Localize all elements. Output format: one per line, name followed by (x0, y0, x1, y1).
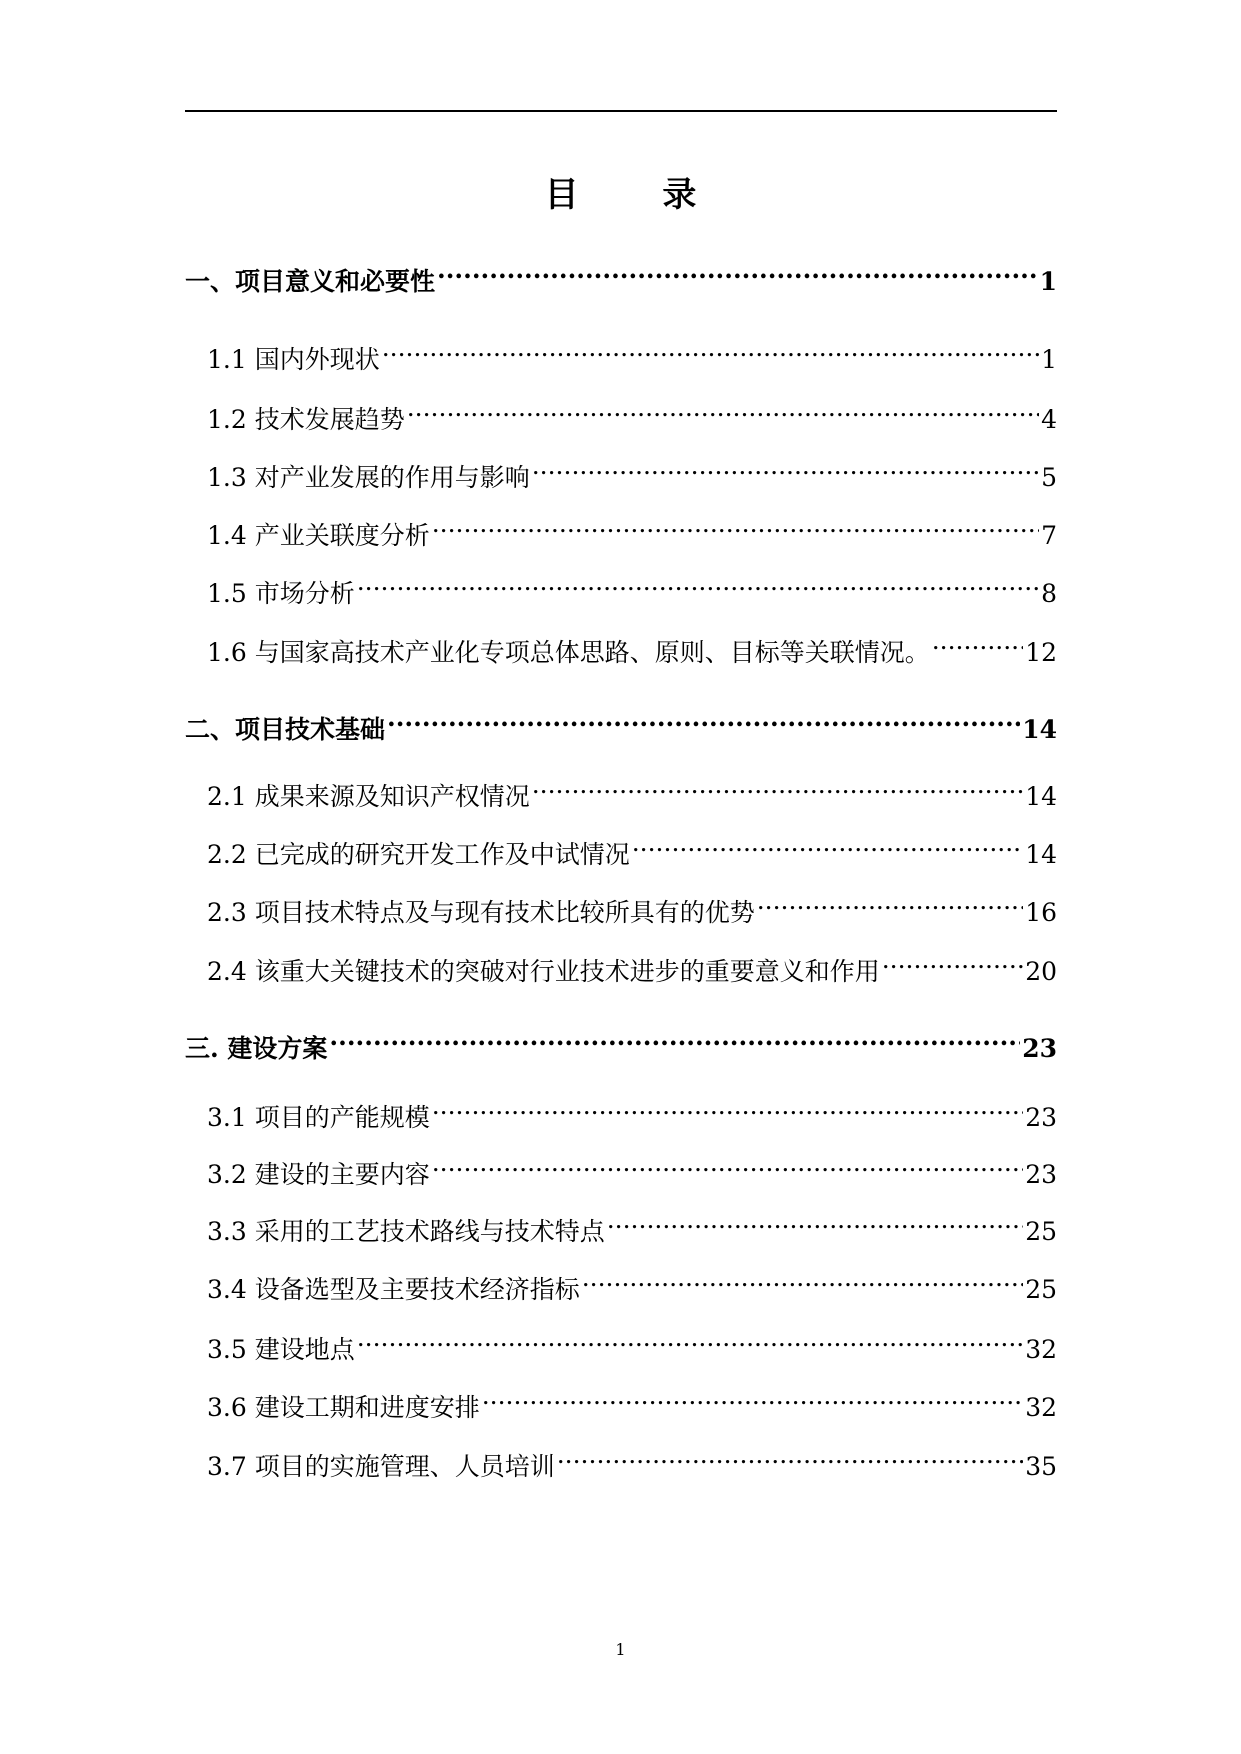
toc-entry-label: 3.5 建设地点 (207, 1335, 355, 1364)
toc-leader-dots (382, 328, 1039, 368)
toc-leader-dots (357, 562, 1039, 602)
toc-title: 目 录 (544, 175, 733, 215)
toc-entry-page: 12 (1025, 638, 1057, 667)
toc-section-entry[interactable] (185, 328, 1057, 374)
toc-entry-page: 14 (1025, 840, 1057, 869)
toc-leader-dots (582, 1258, 1023, 1298)
toc-chapter-entry[interactable] (185, 250, 1057, 296)
toc-section-entry[interactable] (185, 881, 1057, 927)
toc-entry-page: 35 (1025, 1452, 1057, 1481)
toc-entry-label: 一、项目意义和必要性 (185, 267, 436, 296)
toc-entry-label: 2.4 该重大关键技术的突破对行业技术进步的重要意义和作用 (207, 957, 880, 986)
toc-leader-dots (432, 504, 1039, 544)
toc-leader-dots (329, 1017, 1020, 1057)
toc-section-entry[interactable] (185, 823, 1057, 869)
toc-entry-page: 7 (1041, 521, 1057, 550)
toc-entry-page: 14 (1022, 715, 1057, 744)
toc-section-entry[interactable] (185, 1435, 1057, 1481)
toc-entry-label: 1.6 与国家高技术产业化专项总体思路、原则、目标等关联情况。 (207, 638, 930, 667)
toc-section-entry[interactable] (185, 940, 1057, 986)
toc-leader-dots (387, 698, 1020, 738)
toc-entry-page: 14 (1025, 782, 1057, 811)
toc-section-entry[interactable] (185, 1086, 1057, 1132)
toc-chapter-entry[interactable] (185, 698, 1057, 744)
page-number: 1 (615, 1640, 626, 1659)
toc-entry-label: 2.1 成果来源及知识产权情况 (207, 782, 530, 811)
toc-entry-label: 2.3 项目技术特点及与现有技术比较所具有的优势 (207, 898, 755, 927)
toc-section-entry[interactable] (185, 1258, 1057, 1304)
toc-section-entry[interactable] (185, 1318, 1057, 1364)
toc-leader-dots (532, 765, 1023, 805)
toc-section-entry[interactable] (185, 1200, 1057, 1246)
toc-leader-dots (632, 823, 1023, 863)
toc-entry-label: 3.2 建设的主要内容 (207, 1160, 430, 1189)
toc-entry-page: 23 (1022, 1034, 1057, 1063)
toc-entry-label: 3.1 项目的产能规模 (207, 1103, 430, 1132)
toc-section-entry[interactable] (185, 621, 1057, 667)
toc-entry-label: 二、项目技术基础 (185, 715, 386, 744)
toc-leader-dots (607, 1200, 1023, 1240)
toc-leader-dots (757, 881, 1023, 921)
toc-section-entry[interactable] (185, 446, 1057, 492)
toc-entry-label: 3.3 采用的工艺技术路线与技术特点 (207, 1217, 605, 1246)
toc-leader-dots (482, 1376, 1023, 1416)
toc-entry-page: 32 (1025, 1335, 1057, 1364)
toc-leader-dots (437, 250, 1038, 290)
toc-entry-page: 1 (1039, 267, 1057, 296)
toc-leader-dots (407, 388, 1039, 428)
toc-entry-label: 1.4 产业关联度分析 (207, 521, 430, 550)
toc-entry-page: 25 (1025, 1275, 1057, 1304)
toc-section-entry[interactable] (185, 1143, 1057, 1189)
toc-entry-label: 3.6 建设工期和进度安排 (207, 1393, 480, 1422)
toc-entry-page: 1 (1041, 345, 1057, 374)
toc-entry-label: 1.1 国内外现状 (207, 345, 380, 374)
toc-section-entry[interactable] (185, 504, 1057, 550)
toc-section-entry[interactable] (185, 1376, 1057, 1422)
toc-entry-label: 1.3 对产业发展的作用与影响 (207, 463, 530, 492)
toc-entry-label: 2.2 已完成的研究开发工作及中试情况 (207, 840, 630, 869)
toc-entry-page: 5 (1041, 463, 1057, 492)
toc-entry-label: 1.2 技术发展趋势 (207, 405, 405, 434)
toc-entry-label: 三. 建设方案 (185, 1034, 328, 1063)
toc-entry-label: 1.5 市场分析 (207, 579, 355, 608)
toc-entry-page: 32 (1025, 1393, 1057, 1422)
toc-leader-dots (932, 621, 1023, 661)
toc-leader-dots (357, 1318, 1023, 1358)
toc-leader-dots (532, 446, 1039, 486)
toc-leader-dots (432, 1143, 1023, 1183)
toc-section-entry[interactable] (185, 765, 1057, 811)
toc-entry-page: 23 (1025, 1103, 1057, 1132)
toc-entry-label: 3.7 项目的实施管理、人员培训 (207, 1452, 555, 1481)
toc-entry-page: 16 (1025, 898, 1057, 927)
toc-section-entry[interactable] (185, 388, 1057, 434)
header-rule (185, 110, 1057, 112)
toc-leader-dots (432, 1086, 1023, 1126)
toc-chapter-entry[interactable] (185, 1017, 1057, 1063)
toc-entry-page: 8 (1041, 579, 1057, 608)
toc-entry-label: 3.4 设备选型及主要技术经济指标 (207, 1275, 580, 1304)
toc-section-entry[interactable] (185, 562, 1057, 608)
toc-leader-dots (882, 940, 1023, 980)
toc-entry-page: 4 (1041, 405, 1057, 434)
toc-entry-page: 23 (1025, 1160, 1057, 1189)
toc-entry-page: 25 (1025, 1217, 1057, 1246)
toc-leader-dots (557, 1435, 1023, 1475)
toc-entry-page: 20 (1025, 957, 1057, 986)
